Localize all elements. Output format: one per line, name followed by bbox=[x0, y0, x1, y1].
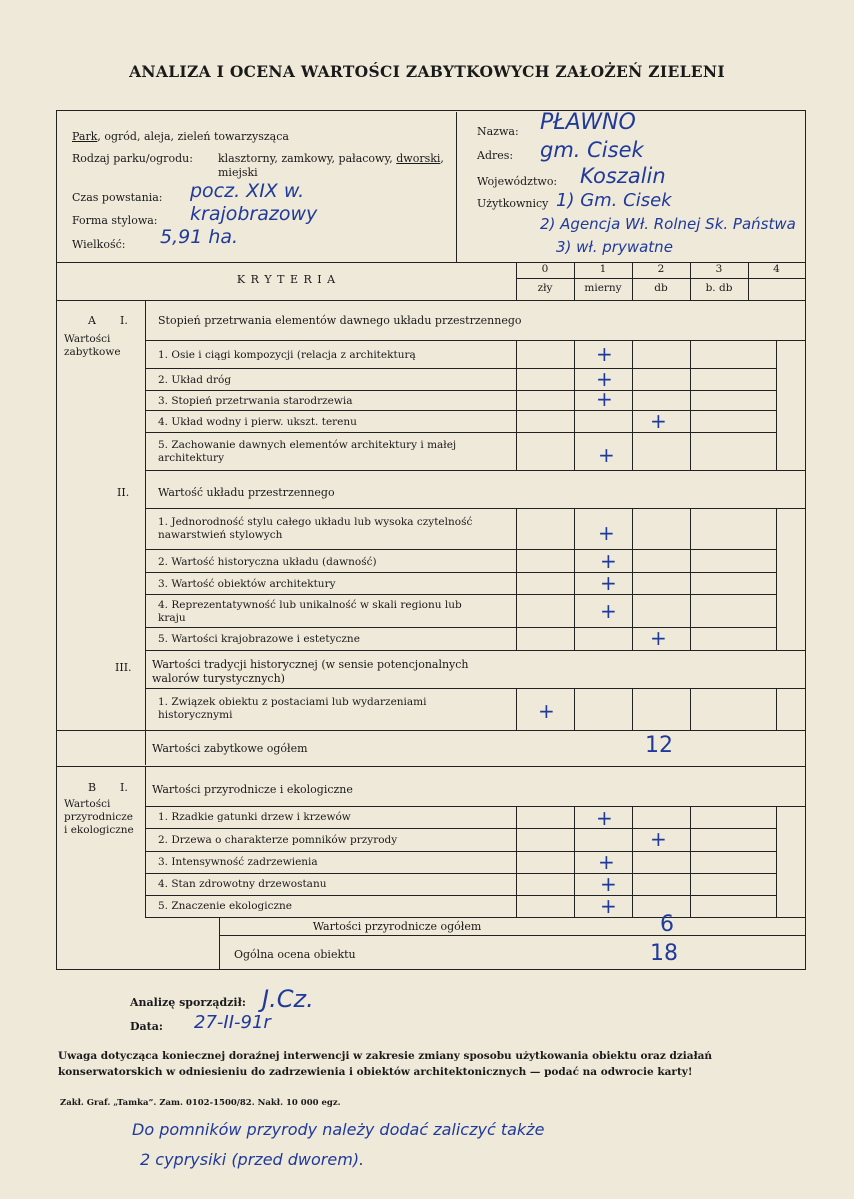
row-b1-1: 1. Rzadkie gatunki drzew i krzewów bbox=[158, 811, 351, 823]
mark-a1-5: + bbox=[598, 443, 615, 467]
score-2: 2 bbox=[657, 263, 665, 275]
section-b-letter: B bbox=[88, 781, 97, 794]
score-4: 4 bbox=[773, 263, 780, 275]
row-b1-5: 5. Znaczenie ekologiczne bbox=[158, 900, 293, 912]
nazwa-value: PŁAWNO bbox=[540, 110, 636, 135]
overall-label: Ogólna ocena obiektu bbox=[234, 948, 356, 961]
date-label: Data: bbox=[130, 1020, 163, 1033]
mark-a1-3: + bbox=[596, 387, 613, 411]
mark-b1-3: + bbox=[598, 850, 615, 874]
kryteria-label: K R Y T E R I A bbox=[236, 273, 337, 286]
section-b-roman: I. bbox=[120, 781, 128, 794]
uzytkownicy-value-3: 3) wł. prywatne bbox=[556, 238, 673, 256]
section-a-letter: A bbox=[88, 314, 96, 327]
handwritten-note-1: Do pomników przyrody należy dodać zaliczyć także bbox=[132, 1120, 545, 1139]
rodzaj-options-2: miejski bbox=[218, 166, 258, 179]
row-a1-1: 1. Osie i ciągi kompozycji (relacja z architekturą bbox=[158, 349, 416, 361]
uzytkownicy-label: Użytkownicy bbox=[477, 197, 549, 210]
wielkosc-label: Wielkość: bbox=[72, 238, 126, 251]
score-0: 0 bbox=[541, 263, 549, 275]
rodzaj-label: Rodzaj parku/ogrodu: bbox=[72, 152, 193, 165]
row-a1-2: 2. Układ dróg bbox=[158, 374, 232, 386]
mark-b1-1: + bbox=[596, 806, 613, 830]
row-a1-5: 5. Zachowanie dawnych elementów architektury i małej architektury bbox=[158, 439, 457, 464]
row-a2-2: 2. Wartość historyczna układu (dawność) bbox=[158, 556, 377, 568]
woj-value: Koszalin bbox=[580, 164, 666, 188]
mark-a1-2: + bbox=[596, 367, 613, 391]
row-b1-2: 2. Drzewa o charakterze pomników przyrody bbox=[158, 834, 398, 846]
nazwa-label: Nazwa: bbox=[477, 125, 519, 138]
object-type-line: Park, ogród, aleja, zieleń towarzysząca bbox=[72, 130, 289, 143]
row-a2-1: 1. Jednorodność stylu całego układu lub wysoka czytelność nawarstwień stylowych bbox=[158, 516, 473, 541]
overall-value: 18 bbox=[650, 941, 678, 966]
section-b-name: Wartości przyrodnicze i ekologiczne bbox=[64, 798, 134, 836]
wielkosc-value: 5,91 ha. bbox=[160, 226, 239, 248]
score-1: 1 bbox=[599, 263, 607, 275]
mark-b1-4: + bbox=[600, 872, 617, 896]
printer-info: Zakł. Graf. „Tamka”. Zam. 0102-1500/82. Nakł. 10 000 egz. bbox=[60, 1098, 341, 1108]
forma-label: Forma stylowa: bbox=[72, 214, 158, 227]
row-a3-1: 1. Związek obiektu z postaciami lub wydarzeniami historycznymi bbox=[158, 696, 427, 721]
group-a1-label: Stopień przetrwania elementów dawnego układu przestrzennego bbox=[158, 314, 522, 327]
mark-a1-4: + bbox=[650, 409, 667, 433]
group-a2-label: Wartość układu przestrzennego bbox=[158, 486, 335, 499]
handwritten-note-2: 2 cyprysiki (przed dworem). bbox=[140, 1150, 365, 1169]
form-title: ANALIZA I OCENA WARTOŚCI ZABYTKOWYCH ZAŁOŻEŃ ZIELENI bbox=[129, 62, 725, 81]
row-a1-3: 3. Stopień przetrwania starodrzewia bbox=[158, 395, 353, 407]
score-3: 3 bbox=[715, 263, 723, 275]
mark-b1-2: + bbox=[650, 827, 667, 851]
score-name-3: b. db bbox=[705, 282, 733, 294]
total-b-label: Wartości przyrodnicze ogółem bbox=[312, 920, 482, 933]
adres-label: Adres: bbox=[477, 149, 514, 162]
analysis-signature: J.Cz. bbox=[262, 985, 314, 1013]
mark-a2-4: + bbox=[600, 599, 617, 623]
score-name-0: zły bbox=[537, 282, 553, 294]
mark-a2-2: + bbox=[600, 549, 617, 573]
total-a-label: Wartości zabytkowe ogółem bbox=[152, 742, 308, 755]
czas-value: pocz. XIX w. bbox=[190, 180, 305, 202]
adres-value: gm. Cisek bbox=[540, 138, 644, 162]
analysis-label: Analizę sporządził: bbox=[130, 996, 246, 1009]
header-divider bbox=[456, 112, 457, 262]
uzytkownicy-value-2: 2) Agencja Wł. Rolnej Sk. Państwa bbox=[540, 215, 796, 233]
group-b1-label: Wartości przyrodnicze i ekologiczne bbox=[152, 783, 353, 796]
uzytkownicy-value-1: 1) Gm. Cisek bbox=[556, 190, 672, 211]
footer-note: Uwaga dotycząca koniecznej doraźnej interwencji w zakresie zmiany sposobu użytkowania obiektu oraz działań konserwatorskich w odniesieniu do zadrzewienia i obiektów architektonicznych — podać na odwrocie karty! bbox=[58, 1050, 713, 1078]
mark-a2-5: + bbox=[650, 626, 667, 650]
row-b1-4: 4. Stan zdrowotny drzewostanu bbox=[158, 878, 327, 890]
group-a3-label: Wartości tradycji historycznej (w sensie potencjonalnych walorów turystycznych) bbox=[152, 658, 469, 685]
row-a2-4: 4. Reprezentatywność lub unikalność w skali regionu lub kraju bbox=[158, 599, 462, 624]
mark-a2-3: + bbox=[600, 571, 617, 595]
mark-a2-1: + bbox=[598, 521, 615, 545]
section-a-roman-2: II. bbox=[117, 486, 130, 499]
section-a-name: Wartości zabytkowe bbox=[64, 333, 121, 358]
rodzaj-options: klasztorny, zamkowy, pałacowy, dworski, bbox=[218, 152, 444, 165]
czas-label: Czas powstania: bbox=[72, 191, 163, 204]
mark-a3-1: + bbox=[538, 699, 555, 723]
score-name-1: mierny bbox=[584, 282, 622, 294]
section-a-roman-3: III. bbox=[115, 661, 132, 674]
row-b1-3: 3. Intensywność zadrzewienia bbox=[158, 856, 318, 868]
woj-label: Województwo: bbox=[477, 175, 558, 188]
total-b-value: 6 bbox=[660, 912, 674, 937]
mark-b1-5: + bbox=[600, 894, 617, 918]
row-a2-5: 5. Wartości krajobrazowe i estetyczne bbox=[158, 633, 360, 645]
score-name-2: db bbox=[654, 282, 668, 294]
row-a2-3: 3. Wartość obiektów architektury bbox=[158, 578, 336, 590]
total-a-value: 12 bbox=[645, 733, 673, 758]
row-a1-4: 4. Układ wodny i pierw. ukszt. terenu bbox=[158, 416, 357, 428]
mark-a1-1: + bbox=[596, 342, 613, 366]
section-a-roman: I. bbox=[120, 314, 128, 327]
date-value: 27-II-91r bbox=[194, 1012, 271, 1033]
forma-value: krajobrazowy bbox=[190, 203, 318, 225]
